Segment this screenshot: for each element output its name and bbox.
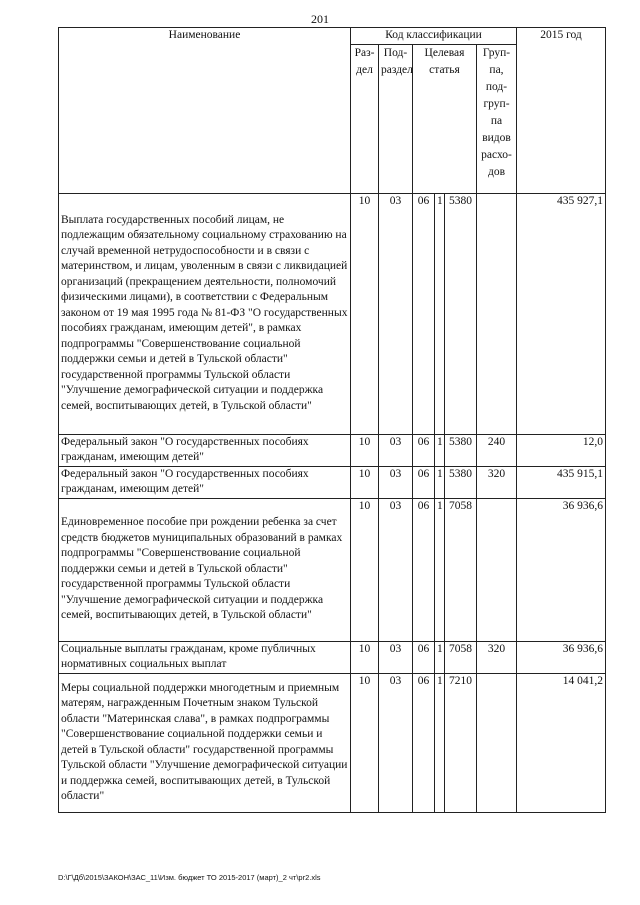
row-target-1: 06 xyxy=(413,673,435,812)
header-expense-group xyxy=(477,44,517,193)
row-name: Меры социальной поддержки многодетным и приемным матерям, награжденным Почетным знаком Тульской области "Материнская слава", в рамках подпрограммы "Совершенствование социальной поддержки семьи и детей в Тульской области" государственной программы Тульской области "Улучшение демографической ситуации и поддержка семей, воспитывающих детей, в Тульской области" xyxy=(59,673,351,812)
row-section: 10 xyxy=(351,673,379,812)
row-subsection: 03 xyxy=(379,673,413,812)
header-expense-group-label: Груп- па, под- груп- па видов расхо- дов xyxy=(481,46,512,178)
row-group xyxy=(477,673,517,812)
row-name: Единовременное пособие при рождении ребенка за счет средств бюджетов муниципальных образований в рамках подпрограммы "Совершенствование социальной поддержки семьи и детей в Тульской области" государственной программы Тульской области "Улучшение демографической ситуации и поддержка семей, воспитывающих детей, в Тульской области" xyxy=(59,498,351,641)
row-name: Федеральный закон "О государственных пособиях гражданам, имеющим детей" xyxy=(59,466,351,498)
row-target-2: 1 xyxy=(435,498,445,641)
row-subsection: 03 xyxy=(379,193,413,434)
row-name: Социальные выплаты гражданам, кроме публичных нормативных социальных выплат xyxy=(59,641,351,673)
row-section: 10 xyxy=(351,641,379,673)
header-section xyxy=(351,44,379,193)
table-row xyxy=(59,673,606,812)
row-target-2: 1 xyxy=(435,193,445,434)
row-group: 320 xyxy=(477,466,517,498)
row-group xyxy=(477,193,517,434)
table-row xyxy=(59,193,606,434)
row-amount: 435 927,1 xyxy=(517,193,606,434)
row-section: 10 xyxy=(351,466,379,498)
header-subsection xyxy=(379,44,413,193)
row-group xyxy=(477,498,517,641)
row-amount: 14 041,2 xyxy=(517,673,606,812)
budget-table xyxy=(58,27,606,813)
row-target-3: 7058 xyxy=(445,498,477,641)
header-classification: Код классификации xyxy=(351,28,517,45)
row-amount: 36 936,6 xyxy=(517,641,606,673)
row-target-2: 1 xyxy=(435,673,445,812)
row-section: 10 xyxy=(351,193,379,434)
row-target-2: 1 xyxy=(435,434,445,466)
header-name: Наименование xyxy=(59,28,351,194)
row-target-1: 06 xyxy=(413,434,435,466)
header-target-article xyxy=(413,44,477,193)
header-section-label: Раз- дел xyxy=(354,46,375,76)
row-target-3: 5380 xyxy=(445,434,477,466)
row-section: 10 xyxy=(351,434,379,466)
row-target-1: 06 xyxy=(413,498,435,641)
row-target-3: 7210 xyxy=(445,673,477,812)
row-subsection: 03 xyxy=(379,466,413,498)
row-subsection: 03 xyxy=(379,434,413,466)
table-row xyxy=(59,641,606,673)
row-amount: 36 936,6 xyxy=(517,498,606,641)
row-target-1: 06 xyxy=(413,466,435,498)
table-row xyxy=(59,498,606,641)
page-number: 201 xyxy=(311,12,329,26)
row-target-3: 7058 xyxy=(445,641,477,673)
header-row-1 xyxy=(59,28,606,45)
row-section: 10 xyxy=(351,498,379,641)
row-target-2: 1 xyxy=(435,466,445,498)
row-amount: 12,0 xyxy=(517,434,606,466)
table-row xyxy=(59,434,606,466)
row-target-3: 5380 xyxy=(445,193,477,434)
header-subsection-label: Под- раздел xyxy=(381,46,413,76)
table-row xyxy=(59,466,606,498)
header-year: 2015 год xyxy=(517,28,606,194)
row-target-2: 1 xyxy=(435,641,445,673)
row-group: 320 xyxy=(477,641,517,673)
row-subsection: 03 xyxy=(379,641,413,673)
row-group: 240 xyxy=(477,434,517,466)
header-target-article-label: Целевая статья xyxy=(424,46,465,76)
file-path-footer: D:\Г\Дб\2015\ЗАКОН\ЗАС_11\Изм. бюджет ТО 2015-2017 (март)_2 чт\pr2.xls xyxy=(58,873,321,882)
row-name: Выплата государственных пособий лицам, не подлежащим обязательному социальному страхованию на случай временной нетрудоспособности и в связи с материнством, и лицам, уволенным в связи с ликвидацией организаций (прекращением деятельности, полномочий физическими лицами), в соответствии с Федеральным законом от 19 мая 1995 года № 81-ФЗ "О государственных пособиях гражданам, имеющим детей", в рамках подпрограммы "Совершенствование социальной поддержки семьи и детей в Тульской области" государственной программы Тульской области "Улучшение демографической ситуации и поддержка семей, воспитывающих детей, в Тульской области" xyxy=(59,193,351,434)
row-target-1: 06 xyxy=(413,641,435,673)
row-name: Федеральный закон "О государственных пособиях гражданам, имеющим детей" xyxy=(59,434,351,466)
row-target-3: 5380 xyxy=(445,466,477,498)
row-target-1: 06 xyxy=(413,193,435,434)
row-amount: 435 915,1 xyxy=(517,466,606,498)
row-subsection: 03 xyxy=(379,498,413,641)
